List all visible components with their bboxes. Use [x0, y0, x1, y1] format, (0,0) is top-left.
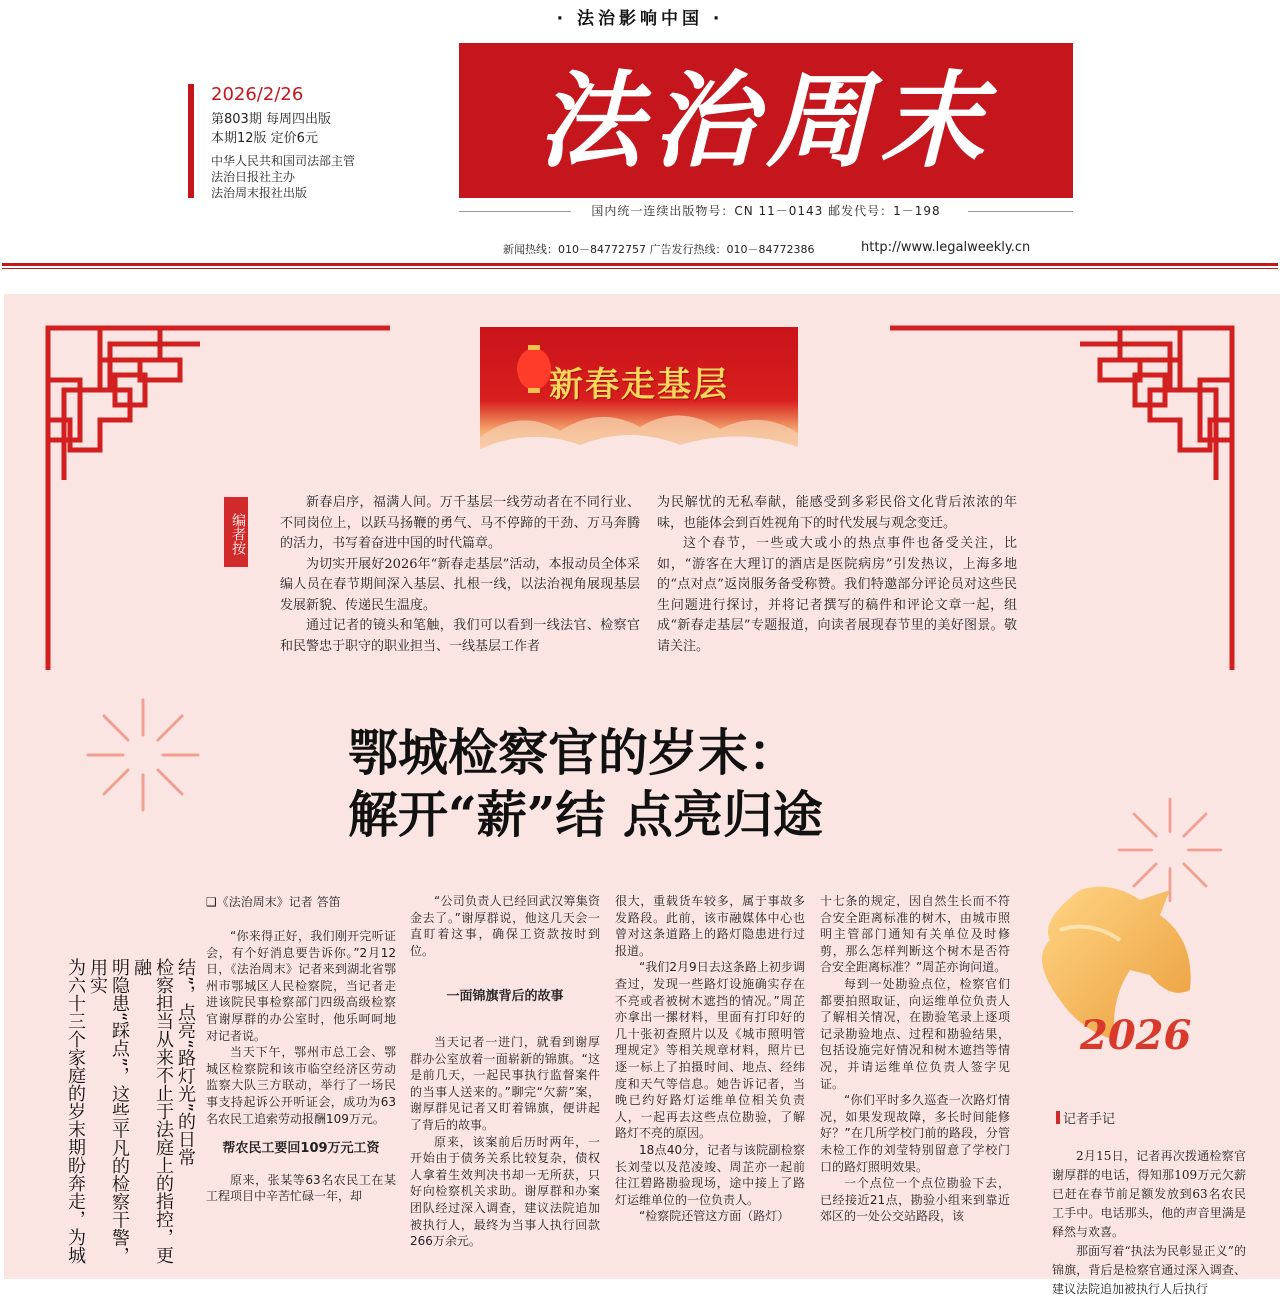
paragraph: 当天记者一进门，就看到谢厚群办公室放着一面崭新的锦旗。“这是前几天，一起民事执行监督案件的当事人送来的。”聊完“欠薪”案，谢厚群见记者又盯着锦旗，便讲起了背后的故事。: [410, 1034, 600, 1132]
paragraph: “我们2月9日去这条路上初步调查过，发现一些路灯设施确实存在不亮或者被树木遮挡的情况。”周芷亦拿出一摞材料，里面有打印好的几十张初查照片以及《城市照明管理规定》等相关规章材料，照片已逐一标上了拍摄时间、地点、经纬度和天气等信息。她告诉记者，当晚已约好路灯运维单位相关负责人，一起再去这些点位勘验，了解路灯不亮的原因。: [615, 960, 805, 1141]
paragraph: “你们平时多久巡查一次路灯情况，如果发现故障，多长时间能修好？”在几所学校门前的路段，分管未检工作的刘莹特别留意了学校门口的路灯照明效果。: [820, 1093, 1010, 1174]
paragraph: 原来，张某等63名农民工在某工程项目中辛苦忙碌一年，却: [206, 1172, 396, 1204]
subheading: 帮农民工要回109万元工资: [222, 1141, 380, 1157]
paragraph: 新春启序，福满人间。万千基层一线劳动者在不同行业、不同岗位上，以跃马扬鞭的勇气、马不停蹄的干劲、万马奔腾的活力，书写着奋进中国的时代篇章。: [280, 495, 640, 551]
reporter-note-tag: [1056, 1108, 1266, 1128]
article-column-1: [206, 928, 396, 1279]
paragraph: 通过记者的镜头和笔触，我们可以看到一线法官、检察官和民警忠于职守的职业担当、一线基层工作者: [280, 618, 640, 654]
masthead-logo: [459, 43, 1073, 198]
date-bar: [188, 84, 194, 198]
vertical-line: 检察担当从来不止于法庭上的指控，更融: [131, 958, 174, 1264]
issue-number: 第803期 每周四出版: [211, 112, 331, 127]
issue-date: 2026/2/26: [211, 84, 304, 105]
editor-note-right: [657, 493, 1017, 657]
new-spring-banner: [480, 327, 798, 460]
paragraph: 十七条的规定，因自然生长而不符合安全距离标准的树木，由城市照明主管部门通知有关单位及时修剪，那么怎样判断这个树木是否符合安全距离标准？”周芷亦询问道。: [820, 894, 1010, 975]
edition-price: 本期12版 定价6元: [211, 131, 318, 146]
paragraph: 2月15日，记者再次拨通检察官谢厚群的电话，得知那109万元欠薪已赶在春节前足额发放到63名农民工手中。电话那头，他的声音里满是释然与欢喜。: [1052, 1149, 1246, 1239]
vertical-summary: [64, 958, 196, 1279]
tag-marker: [1056, 1111, 1060, 1124]
masthead-rule-thin: [2, 268, 1278, 269]
slogan: · 法治影响中国 ·: [556, 9, 724, 29]
vertical-line: 明隐患“踩点”，这些平凡的检察干警，用实: [87, 958, 130, 1265]
headline-line-1: 鄂城检察官的岁末：: [348, 723, 798, 782]
publisher: 法治周末报社出版: [211, 186, 308, 200]
cloud-decoration: [480, 397, 798, 460]
article-headline: [348, 722, 823, 846]
masthead-rule: [2, 263, 1278, 266]
vertical-line: 为六十三个家庭的岁末期盼奔走，为城: [65, 958, 86, 1264]
byline: ❑《法治周末》记者 答笛: [206, 895, 341, 909]
paragraph: 18点40分，记者与该院副检察长刘莹以及范凌竣、周芷亦一起前往江碧路勘验现场，途中接上了路灯运维单位的一位负责人。: [615, 1142, 805, 1207]
paragraph: “公司负责人已经回武汉筹集资金去了。”谢厚群说，他这几天会一直盯着这事，确保工资款按时到位。: [410, 894, 600, 958]
article-column-3: [615, 893, 805, 1279]
paragraph: 很大，重载货车较多，属于事故多发路段。此前，该市融媒体中心也曾对这条道路上的路灯隐患进行过报道。: [615, 894, 805, 958]
editor-note-tag: 编者按: [224, 497, 248, 567]
paragraph: “你来得正好，我们刚开完听证会，有个好消息要告诉你。”2月12日，《法治周末》记者来到湖北省鄂州市鄂城区人民检察院，当记者走进该院民事检察部门四级高级检察官谢厚群的办公室时，他乐呵呵地对记者说。: [206, 929, 396, 1043]
article-column-4: [820, 893, 1010, 1279]
reporter-note-label: 记者手记: [1063, 1112, 1116, 1127]
paragraph: 这个春节，一些或大或小的热点事件也备受关注，比如，“游客在大理订的酒店是医院病房”引发热议，上海多地的“点对点”返岗服务备受称赞。我们特邀部分评论员对这些民生问题进行探讨，并将记者撰写的稿件和评论文章一起，组成“新春走基层”专题报道，向读者展现春节里的美好图景。敬请关注。: [657, 536, 1017, 654]
article-column-2: [410, 893, 600, 1279]
editor-note-left: [280, 493, 640, 657]
banner-title: 新春走基层: [549, 365, 729, 405]
sponsor-daily: 法治日报社主办: [211, 170, 296, 184]
paragraph: 为民解忧的无私奉献，能感受到多彩民俗文化背后浓浓的年味，也能体会到百姓视角下的时代发展与观念变迁。: [657, 495, 1017, 531]
subheading: 一面锦旗背后的故事: [446, 989, 564, 1005]
paragraph: 每到一处勘验点位，检察官们都要拍照取证，向运维单位负责人了解相关情况，在勘验笔录上逐项记录勘验地点、过程和勘验结果，包括设施完好情况和树木遮挡等情况，并请运维单位负责人签字见证。: [820, 976, 1010, 1091]
firework-icon: [78, 690, 208, 820]
paragraph: “检察院还管这方面（路灯）: [639, 1209, 790, 1224]
sponsor-ministry: 中华人民共和国司法部主管: [211, 154, 356, 168]
masthead-title: 法治周末: [537, 58, 994, 182]
hotline: 新闻热线：010－84772757 广告发行热线：010－84772386: [503, 243, 815, 256]
paragraph: 那面写着“执法为民彰显正义”的锦旗，背后是检察官通过深入调查、建议法院追加被执行人后执行: [1052, 1244, 1246, 1296]
paragraph: 为切实开展好2026年“新春走基层”活动，本报动员全体采编人员在春节期间深入基层、扎根一线，以法治视角展现基层发展新貌、传递民生温度。: [280, 556, 640, 613]
headline-line-2: 解开“薪”结 点亮归途: [348, 785, 823, 844]
website-link[interactable]: http://www.legalweekly.cn: [861, 240, 1031, 255]
paragraph: 一个点位一个点位勘验下去，已经接近21点，勘验小组来到靠近郊区的一处公交站路段，该: [820, 1176, 1010, 1224]
vertical-line: 结”，点亮“路灯光”的日常: [175, 958, 196, 1166]
paragraph: 原来，该案前后历时两年，一开始由于债务关系比较复杂，债权人拿着生效判决书却一无所获，只好向检察机关求助。谢厚群和办案团队经过深入调查，建议法院追加被执行人，最终为当事人执行回款266万余元。: [410, 1134, 600, 1249]
issn-info: 国内统一连续出版物号：CN 11－0143 邮发代号：1－198: [591, 204, 941, 218]
paragraph: 当天下午，鄂州市总工会、鄂城区检察院和该市临空经济区劳动监察大队三方联动，举行了一场民事支持起诉公开听证会，成功为63名农民工追索劳动报酬109万元。: [206, 1045, 396, 1126]
reporter-note: [1052, 1147, 1246, 1299]
horse-year: 2026: [1080, 1012, 1192, 1059]
